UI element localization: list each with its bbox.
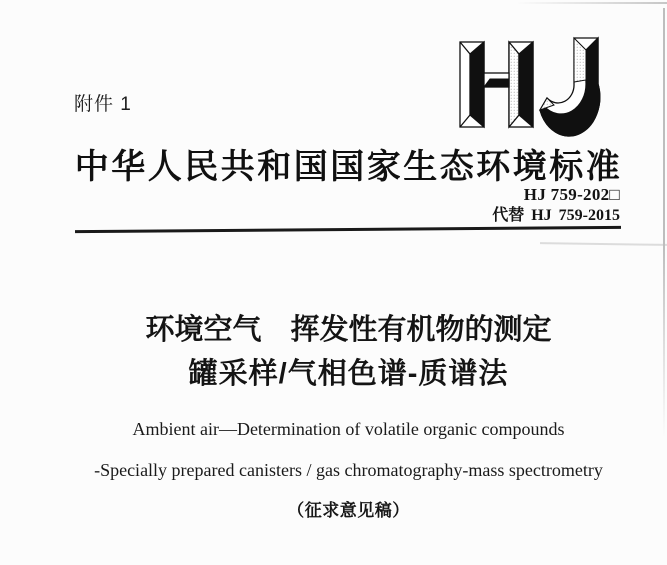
scan-artifact-line (540, 242, 667, 245)
hj-logo-icon (450, 22, 610, 137)
standard-code-block (492, 185, 620, 225)
replaces-note: 代替 HJ 759-2015 (492, 207, 620, 224)
page-edge-top (516, 2, 667, 4)
standard-code: HJ 759-202□ (523, 185, 620, 204)
title-cn-line1: 环境空气 挥发性有机物的测定 (145, 314, 552, 346)
draft-status-note: （征求意见稿） (287, 501, 410, 520)
attachment-label: 附件 1 (74, 94, 132, 115)
title-en-line2: -Specially prepared canisters / gas chromatography-mass spectrometry (94, 460, 603, 480)
national-standard-heading: 中华人民共和国国家生态环境标准 (74, 149, 623, 186)
header-rule (75, 226, 621, 233)
title-cn-line2: 罐采样/气相色谱-质谱法 (188, 358, 509, 390)
title-en-line1: Ambient air—Determination of volatile organic compounds (132, 419, 565, 439)
document-title-cn (30, 314, 667, 390)
